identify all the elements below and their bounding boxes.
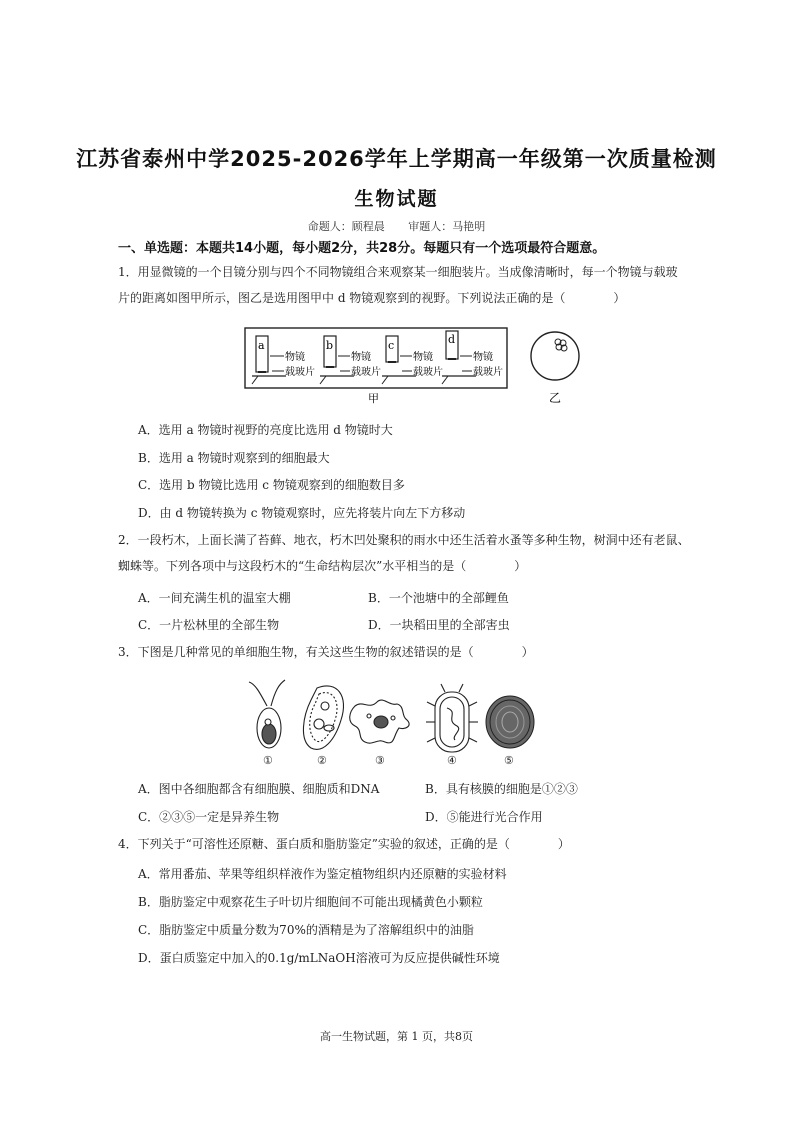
exam-subtitle: 生物试题	[354, 188, 439, 210]
lens-b	[320, 336, 381, 384]
q4-option-a: A．常用番茄、苹果等组织样液作为鉴定植物组织内还原糖的实验材料	[138, 867, 507, 881]
q3-option-a: A．图中各细胞都含有细胞膜、细胞质和DNA	[138, 782, 380, 796]
author: 命题人：顾程晨	[307, 220, 385, 233]
cell-label-2: ②	[317, 754, 327, 766]
slide-label-a: 载玻片	[285, 367, 315, 378]
author-line	[0, 218, 793, 234]
slide-label-b: 载玻片	[351, 367, 381, 378]
q3-option-b: B．具有核膜的细胞是①②③	[425, 782, 578, 796]
q3-option-d: D．⑤能进行光合作用	[425, 810, 543, 824]
lens-d	[442, 331, 503, 384]
q4-stem: 4．下列关于“可溶性还原糖、蛋白质和脂肪鉴定”实验的叙述，正确的是（ ）	[118, 837, 570, 851]
slide-label-c: 载玻片	[413, 367, 443, 378]
page-footer: 高一生物试题，第 1 页，共8页	[320, 1030, 473, 1043]
reviewer: 审题人：马艳明	[408, 220, 486, 233]
q2-stem-line1: 2．一段朽木，上面长满了苔藓、地衣，朽木凹处聚积的雨水中还生活着水蚤等多种生物，树洞中还有老鼠、	[118, 533, 690, 547]
cell-5-cyanobacterium	[486, 696, 534, 748]
cell-2-paramecium	[303, 686, 343, 749]
lens-c	[382, 336, 443, 384]
cell-3-amoeba	[350, 700, 409, 743]
q1-stem-line1: 1．用显微镜的一个目镜分别与四个不同物镜组合来观察某一细胞装片。当成像清晰时，每一个物镜与载玻	[118, 265, 678, 279]
objective-label-b: 物镜	[351, 352, 371, 363]
q1-option-a: A．选用 a 物镜时视野的亮度比选用 d 物镜时大	[138, 423, 393, 437]
q3-option-c: C．②③⑤一定是异养生物	[138, 810, 280, 824]
q3-stem: 3．下图是几种常见的单细胞生物，有关这些生物的叙述错误的是（ ）	[118, 645, 534, 659]
q3-figure-cells	[245, 676, 535, 766]
q1-option-b: B．选用 a 物镜时观察到的细胞最大	[138, 451, 330, 465]
q4-option-c: C．脂肪鉴定中质量分数为70%的酒精是为了溶解组织中的油脂	[138, 923, 474, 937]
lens-c-label: c	[388, 339, 395, 352]
q2-option-a: A．一间充满生机的温室大棚	[138, 591, 291, 605]
cell-label-3: ③	[375, 754, 385, 766]
lens-a	[252, 336, 315, 384]
q1-figure-jia	[244, 326, 509, 404]
q1-option-c: C．选用 b 物镜比选用 c 物镜观察到的细胞数目多	[138, 478, 405, 492]
section-heading: 一、单选题：本题共14小题，每小题2分，共28分。每题只有一个选项最符合题意。	[118, 241, 606, 256]
cell-1-chlamydomonas	[249, 680, 285, 748]
cell-label-4: ④	[447, 754, 457, 766]
cell-label-5: ⑤	[504, 754, 514, 766]
q1-figure-yi	[525, 330, 585, 406]
caption-jia: 甲	[368, 392, 379, 404]
q1-stem-line2: 片的距离如图甲所示，图乙是选用图甲中 d 物镜观察到的视野。下列说法正确的是（ ）	[118, 291, 626, 305]
objective-label-d: 物镜	[473, 352, 493, 363]
q4-option-d: D．蛋白质鉴定中加入的0.1g/mLNaOH溶液可为反应提供碱性环境	[138, 951, 500, 965]
caption-yi: 乙	[549, 391, 562, 405]
q2-stem-line2: 蜘蛛等。下列各项中与这段朽木的“生命结构层次”水平相当的是（ ）	[118, 559, 527, 573]
slide-label-d: 载玻片	[473, 367, 503, 378]
lens-b-label: b	[326, 339, 334, 352]
q4-option-b: B．脂肪鉴定中观察花生子叶切片细胞间不可能出现橘黄色小颗粒	[138, 895, 483, 909]
q1-option-d: D．由 d 物镜转换为 c 物镜观察时，应先将装片向左下方移动	[138, 506, 466, 520]
lens-a-label: a	[258, 339, 265, 352]
objective-label-c: 物镜	[413, 352, 433, 363]
cell-4-bacterium	[426, 684, 478, 752]
q2-option-b: B．一个池塘中的全部鲤鱼	[368, 591, 509, 605]
cell-cluster	[555, 339, 567, 351]
q2-option-c: C．一片松林里的全部生物	[138, 618, 280, 632]
objective-label-a: 物镜	[285, 352, 305, 363]
cell-label-1: ①	[263, 754, 273, 766]
lens-d-label: d	[448, 333, 456, 346]
exam-title: 江苏省泰州中学2025-2026学年上学期高一年级第一次质量检测	[76, 147, 717, 171]
q2-option-d: D．一块稻田里的全部害虫	[368, 618, 510, 632]
